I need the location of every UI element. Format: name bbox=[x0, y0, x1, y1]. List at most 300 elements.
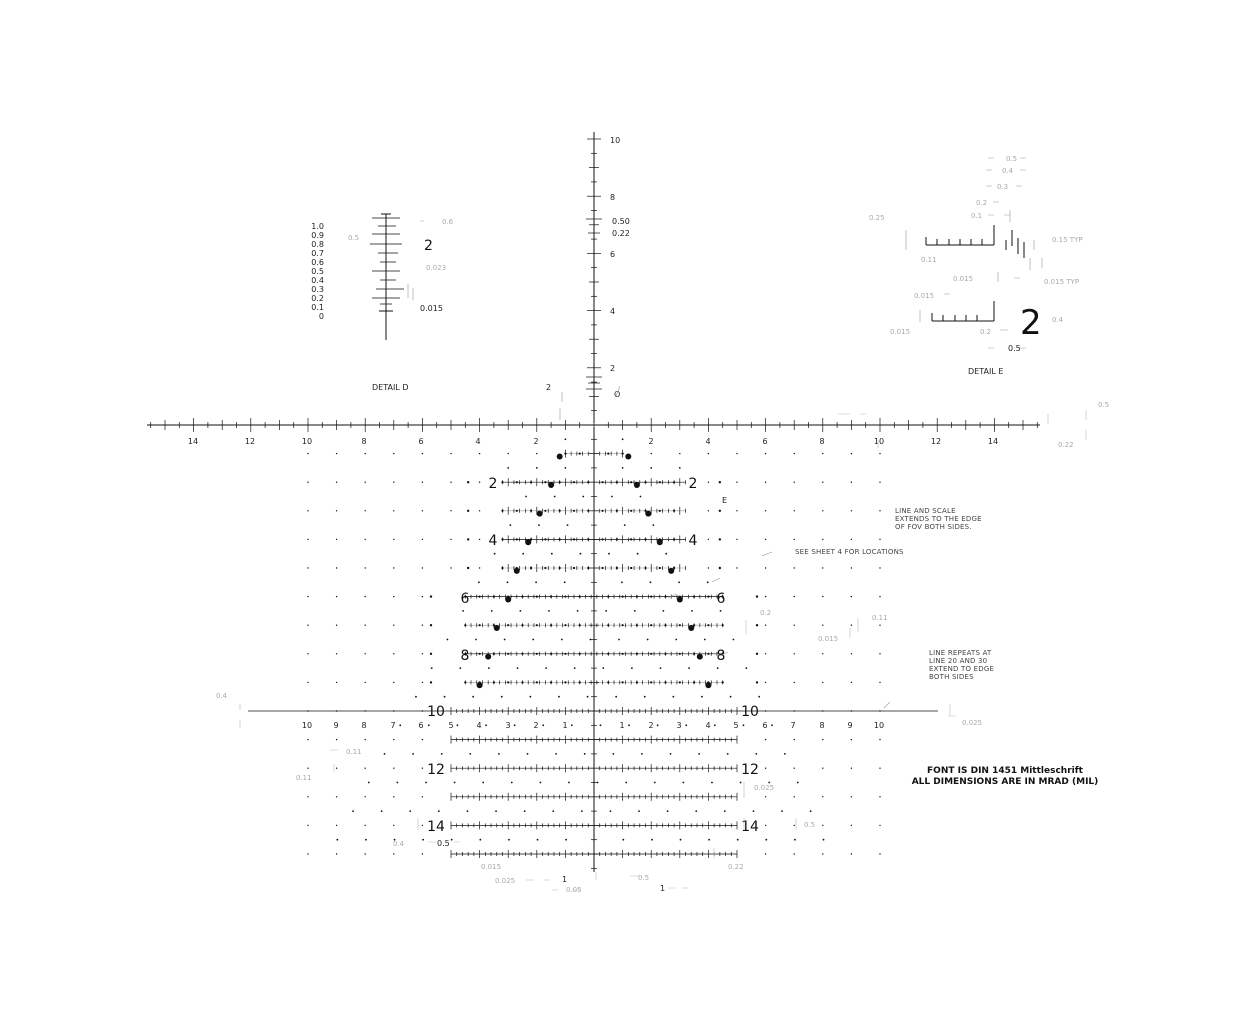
hold-subdot bbox=[607, 624, 609, 626]
hold-subdot bbox=[550, 681, 552, 683]
field-dot bbox=[422, 453, 423, 454]
windage-dot bbox=[524, 810, 526, 812]
field-dot bbox=[765, 653, 766, 654]
field-dot bbox=[422, 625, 423, 626]
windage-dot bbox=[582, 496, 584, 498]
boundary-dot bbox=[719, 567, 721, 569]
hold-subdot bbox=[544, 481, 546, 483]
windage-dot bbox=[624, 524, 626, 526]
windage-dot bbox=[399, 724, 401, 726]
hold-subdot bbox=[564, 653, 566, 655]
hold-subdot bbox=[650, 596, 652, 598]
field-dot bbox=[393, 539, 394, 540]
windage-dot bbox=[381, 810, 383, 812]
hold-subdot bbox=[622, 653, 624, 655]
field-dot bbox=[851, 482, 852, 483]
field-dot bbox=[822, 682, 823, 683]
windage-dot bbox=[532, 639, 534, 641]
windage-dot bbox=[755, 753, 757, 755]
field-dot bbox=[336, 596, 337, 597]
field-dot bbox=[879, 825, 880, 826]
field-dot bbox=[851, 596, 852, 597]
boundary-dot bbox=[719, 510, 721, 512]
hscale-label: 10 bbox=[301, 437, 313, 446]
hold-subdot bbox=[573, 481, 575, 483]
windage-dot bbox=[610, 810, 612, 812]
hold-dot-large bbox=[537, 511, 543, 517]
detail-e-dim: 0.015 bbox=[914, 292, 935, 300]
field-dot bbox=[479, 567, 480, 568]
hold-dot-large bbox=[485, 654, 491, 660]
field-dot bbox=[765, 567, 766, 568]
hold-subdot bbox=[530, 510, 532, 512]
line10-inner-label: 5 bbox=[448, 721, 454, 730]
vscale-label-8: 8 bbox=[610, 193, 616, 202]
windage-dot bbox=[568, 782, 570, 784]
windage-dot bbox=[628, 724, 630, 726]
windage-dot bbox=[679, 467, 681, 469]
field-dot bbox=[336, 710, 337, 711]
hold-subdot bbox=[579, 681, 581, 683]
line10-inner-label: 4 bbox=[705, 721, 711, 730]
hold-subdot bbox=[673, 481, 675, 483]
field-dot bbox=[336, 482, 337, 483]
windage-dot bbox=[611, 496, 613, 498]
field-dot bbox=[879, 453, 880, 454]
field-dot bbox=[307, 510, 308, 511]
font-note-line: FONT IS DIN 1451 Mittleschrift bbox=[927, 766, 1083, 776]
detail-e-numeral: 2 bbox=[1020, 303, 1042, 343]
windage-dot bbox=[564, 581, 566, 583]
field-dot bbox=[879, 739, 880, 740]
hold-subdot bbox=[479, 653, 481, 655]
field-dot bbox=[307, 539, 308, 540]
field-dot bbox=[794, 625, 795, 626]
hold-subdot bbox=[493, 681, 495, 683]
windage-dot bbox=[637, 553, 639, 555]
hscale-label: 6 bbox=[762, 437, 768, 446]
field-dot bbox=[336, 768, 337, 769]
detail-d-dim: 0.6 bbox=[442, 218, 454, 226]
hold-subdot bbox=[587, 510, 589, 512]
hold-subdot bbox=[559, 481, 561, 483]
field-dot bbox=[765, 739, 766, 740]
windage-dot bbox=[823, 839, 825, 841]
field-dot bbox=[336, 825, 337, 826]
windage-dot bbox=[508, 839, 510, 841]
hold-subdot bbox=[564, 596, 566, 598]
field-dot bbox=[794, 510, 795, 511]
hold-subdot bbox=[679, 681, 681, 683]
windage-dot bbox=[537, 839, 539, 841]
tree-row-label-right: 6 bbox=[716, 591, 726, 607]
vscale-label-10: 10 bbox=[610, 136, 621, 145]
vscale-detail-lower: 0.22 bbox=[612, 229, 630, 238]
detail-e-dim-top: 0.2 bbox=[976, 199, 988, 207]
hold-subdot bbox=[564, 624, 566, 626]
line10-outer-label: 10 bbox=[873, 721, 885, 730]
detail-e-upper-scale bbox=[926, 225, 994, 245]
windage-dot bbox=[650, 467, 652, 469]
hold-subdot bbox=[636, 653, 638, 655]
field-dot bbox=[851, 682, 852, 683]
detail-d-bars bbox=[370, 218, 404, 304]
detail-d-scale-values bbox=[311, 222, 324, 321]
windage-dot bbox=[396, 782, 398, 784]
field-dot bbox=[336, 539, 337, 540]
windage-dot bbox=[672, 696, 674, 698]
detail-e-dim-top: 0.3 bbox=[997, 183, 1009, 191]
windage-dot bbox=[454, 782, 456, 784]
windage-dot bbox=[745, 667, 747, 669]
windage-dot bbox=[612, 753, 614, 755]
windage-dot bbox=[597, 782, 599, 784]
field-dot bbox=[851, 710, 852, 711]
hold-subdot bbox=[636, 624, 638, 626]
boundary-dot bbox=[467, 510, 469, 512]
field-dot bbox=[822, 625, 823, 626]
hold-subdot bbox=[650, 653, 652, 655]
windage-dot bbox=[495, 810, 497, 812]
windage-dot bbox=[415, 696, 417, 698]
hold-subdot bbox=[579, 653, 581, 655]
tree-row-label-right: 14 bbox=[741, 819, 759, 835]
hscale-right-labels bbox=[648, 437, 998, 446]
windage-dot bbox=[451, 839, 453, 841]
windage-dot bbox=[717, 667, 719, 669]
hold-dot-large bbox=[625, 453, 631, 459]
hold-subdot bbox=[507, 681, 509, 683]
field-dot bbox=[450, 539, 451, 540]
line10-outer-label: 8 bbox=[819, 721, 825, 730]
tree-row-label-right: 2 bbox=[688, 476, 698, 492]
detail-d-value: 0 bbox=[318, 312, 324, 321]
hold-dot-large bbox=[505, 596, 511, 602]
note-line: LINE 20 AND 30 bbox=[929, 657, 988, 665]
see-sheet-note: SEE SHEET 4 FOR LOCATIONS bbox=[795, 548, 904, 556]
line10-outer-label: 7 bbox=[390, 721, 396, 730]
field-dot bbox=[422, 567, 423, 568]
windage-dot bbox=[654, 782, 656, 784]
hold-dot-large bbox=[677, 596, 683, 602]
hold-subdot bbox=[579, 453, 581, 455]
hold-label-o: O bbox=[614, 390, 621, 399]
hold-subdot bbox=[536, 653, 538, 655]
tree-dim: 0.22 bbox=[1058, 441, 1074, 449]
hold-subdot bbox=[622, 453, 624, 455]
field-dot bbox=[794, 482, 795, 483]
hold-subdot bbox=[559, 567, 561, 569]
hold-subdot bbox=[521, 681, 523, 683]
detail-d-post bbox=[379, 214, 393, 340]
tree-dim: 0.4 bbox=[393, 840, 405, 848]
hold-subdot bbox=[559, 538, 561, 540]
hold-subdot bbox=[544, 538, 546, 540]
hold-subdot bbox=[507, 653, 509, 655]
windage-dot bbox=[491, 610, 493, 612]
hold-subdot bbox=[722, 624, 724, 626]
hold-subdot bbox=[601, 510, 603, 512]
line10-inner-label: 3 bbox=[505, 721, 511, 730]
windage-dot bbox=[527, 753, 529, 755]
field-dot bbox=[336, 796, 337, 797]
field-dot bbox=[822, 768, 823, 769]
line10-inner-label: 1 bbox=[619, 721, 625, 730]
hold-subdot bbox=[693, 681, 695, 683]
field-dot bbox=[736, 453, 737, 454]
field-dot bbox=[822, 482, 823, 483]
windage-dot bbox=[539, 782, 541, 784]
detail-d-value: 0.7 bbox=[311, 249, 324, 258]
hold-subdot bbox=[607, 681, 609, 683]
detail-e-dim: 0.015 bbox=[953, 275, 974, 283]
detail-e-upper-ticks bbox=[1006, 230, 1024, 258]
field-dot bbox=[822, 596, 823, 597]
field-dot bbox=[393, 653, 394, 654]
windage-dot bbox=[758, 696, 760, 698]
field-dot bbox=[794, 710, 795, 711]
line10-inner-label: 2 bbox=[533, 721, 539, 730]
detail-d-value: 0.4 bbox=[311, 276, 324, 285]
field-dot bbox=[765, 625, 766, 626]
hold-subdot bbox=[479, 596, 481, 598]
windage-dot bbox=[501, 696, 503, 698]
field-dot bbox=[450, 453, 451, 454]
tree-dim: 0.025 bbox=[495, 877, 516, 885]
hold-subdot bbox=[573, 510, 575, 512]
field-dot bbox=[765, 482, 766, 483]
windage-dot bbox=[522, 553, 524, 555]
field-dot bbox=[450, 510, 451, 511]
windage-dot bbox=[698, 753, 700, 755]
windage-dot bbox=[542, 724, 544, 726]
field-dot bbox=[879, 853, 880, 854]
line10-outer-label: 9 bbox=[847, 721, 853, 730]
hold-dot-large bbox=[657, 539, 663, 545]
tree-row-label-right: 8 bbox=[716, 648, 726, 664]
hold-subdot bbox=[664, 624, 666, 626]
detail-e bbox=[869, 155, 1083, 376]
note-line: EXTEND TO EDGE bbox=[929, 665, 995, 673]
tree-row-label-left: 4 bbox=[488, 533, 498, 549]
line10-outer-label: 9 bbox=[333, 721, 339, 730]
field-dot bbox=[336, 682, 337, 683]
field-dot bbox=[851, 825, 852, 826]
windage-dot bbox=[538, 524, 540, 526]
windage-dot bbox=[551, 553, 553, 555]
hold-subdot bbox=[521, 653, 523, 655]
windage-dot bbox=[720, 610, 722, 612]
windage-dot bbox=[714, 724, 716, 726]
field-dot bbox=[879, 567, 880, 568]
vscale-label-2: 2 bbox=[610, 364, 616, 373]
field-dot bbox=[765, 539, 766, 540]
field-dot bbox=[851, 768, 852, 769]
tree-row-label-left: 2 bbox=[488, 476, 498, 492]
windage-dot bbox=[514, 724, 516, 726]
windage-dot bbox=[631, 667, 633, 669]
boundary-dot bbox=[430, 681, 432, 683]
detail-d-value: 0.3 bbox=[311, 285, 324, 294]
hold-dot-large bbox=[557, 453, 563, 459]
field-dot bbox=[708, 482, 709, 483]
hold-subdot bbox=[664, 596, 666, 598]
field-dot bbox=[794, 796, 795, 797]
hold-dot-large bbox=[477, 682, 483, 688]
hscale-label: 14 bbox=[187, 437, 199, 446]
hold-dot-large bbox=[688, 625, 694, 631]
windage-dot bbox=[753, 810, 755, 812]
field-dot bbox=[365, 482, 366, 483]
field-dot bbox=[822, 510, 823, 511]
field-dot bbox=[307, 482, 308, 483]
field-dot bbox=[365, 825, 366, 826]
field-dot bbox=[879, 653, 880, 654]
field-dot bbox=[307, 453, 308, 454]
windage-dot bbox=[529, 696, 531, 698]
tree-dim: 0.5 bbox=[1098, 401, 1110, 409]
windage-dot bbox=[650, 581, 652, 583]
windage-dot bbox=[441, 753, 443, 755]
field-dot bbox=[336, 653, 337, 654]
windage-dot bbox=[651, 839, 653, 841]
windage-dot bbox=[507, 467, 509, 469]
boundary-dot bbox=[756, 653, 758, 655]
boundary-dot bbox=[467, 481, 469, 483]
windage-dot bbox=[535, 581, 537, 583]
field-dot bbox=[422, 710, 423, 711]
field-dot bbox=[307, 596, 308, 597]
windage-dot bbox=[794, 839, 796, 841]
hscale-label: 12 bbox=[930, 437, 942, 446]
line10-outer-label: 6 bbox=[418, 721, 424, 730]
windage-dot bbox=[638, 810, 640, 812]
detail-e-dim: 0.4 bbox=[1052, 316, 1064, 324]
tree-row-label-right: 4 bbox=[688, 533, 698, 549]
field-dot bbox=[794, 825, 795, 826]
hold-subdot bbox=[707, 624, 709, 626]
field-dot bbox=[822, 853, 823, 854]
hscale-label: 2 bbox=[533, 437, 539, 446]
detail-e-dim: 0.015 TYP bbox=[1044, 278, 1080, 286]
field-dot bbox=[450, 482, 451, 483]
field-dot bbox=[307, 796, 308, 797]
windage-dot bbox=[622, 839, 624, 841]
field-dot bbox=[879, 625, 880, 626]
field-dot bbox=[708, 453, 709, 454]
field-dot bbox=[822, 825, 823, 826]
line10-inner-label: 3 bbox=[676, 721, 682, 730]
detail-d-value: 0.8 bbox=[311, 240, 324, 249]
windage-dot bbox=[469, 753, 471, 755]
windage-dot bbox=[688, 667, 690, 669]
hscale-left-labels bbox=[188, 437, 539, 446]
field-dot bbox=[307, 710, 308, 711]
windage-dot bbox=[482, 782, 484, 784]
field-dot bbox=[879, 510, 880, 511]
windage-dot bbox=[644, 696, 646, 698]
tree-dim: 0.11 bbox=[872, 614, 888, 622]
field-dot bbox=[393, 482, 394, 483]
note-line: BOTH SIDES bbox=[929, 673, 974, 681]
detail-d bbox=[311, 214, 453, 392]
windage-dot bbox=[602, 667, 604, 669]
field-dot bbox=[336, 567, 337, 568]
windage-dot bbox=[682, 782, 684, 784]
hold-dot-large bbox=[705, 682, 711, 688]
field-dot bbox=[794, 453, 795, 454]
windage-dot bbox=[467, 810, 469, 812]
field-dot bbox=[393, 739, 394, 740]
tree-row-label-left: 14 bbox=[427, 819, 445, 835]
windage-dot bbox=[444, 696, 446, 698]
windage-dot bbox=[730, 696, 732, 698]
field-dot bbox=[879, 482, 880, 483]
hold-subdot bbox=[544, 567, 546, 569]
hold-dot-large bbox=[514, 568, 520, 574]
hold-subdot bbox=[659, 481, 661, 483]
field-dot bbox=[422, 653, 423, 654]
field-dot bbox=[365, 710, 366, 711]
windage-dot bbox=[507, 581, 509, 583]
windage-dot bbox=[554, 496, 556, 498]
tree-dim: 0.015 bbox=[481, 863, 502, 871]
field-dot bbox=[307, 625, 308, 626]
hold-subdot bbox=[536, 596, 538, 598]
windage-dot bbox=[485, 724, 487, 726]
windage-dot bbox=[704, 639, 706, 641]
field-dot bbox=[479, 482, 480, 483]
windage-dot bbox=[743, 724, 745, 726]
field-dot bbox=[765, 853, 766, 854]
windage-dot bbox=[608, 553, 610, 555]
windage-dot bbox=[615, 696, 617, 698]
hold-subdot bbox=[521, 596, 523, 598]
field-dot bbox=[393, 453, 394, 454]
field-dot bbox=[879, 796, 880, 797]
field-dot bbox=[422, 682, 423, 683]
windage-dot bbox=[565, 467, 567, 469]
hold-subdot bbox=[587, 567, 589, 569]
field-dot bbox=[422, 596, 423, 597]
field-dot bbox=[822, 453, 823, 454]
hold-subdot bbox=[464, 681, 466, 683]
tree-row-label-right: 12 bbox=[741, 762, 759, 778]
boundary-dot bbox=[467, 538, 469, 540]
hold-subdot bbox=[644, 538, 646, 540]
hold-subdot bbox=[550, 653, 552, 655]
hold-subdot bbox=[636, 681, 638, 683]
field-dot bbox=[736, 510, 737, 511]
hold-dot-large bbox=[548, 482, 554, 488]
hold-subdot bbox=[707, 596, 709, 598]
windage-dot bbox=[472, 696, 474, 698]
field-dot bbox=[708, 510, 709, 511]
field-dot bbox=[794, 567, 795, 568]
line10-outer-label: 6 bbox=[762, 721, 768, 730]
detail-e-dim: 0.25 bbox=[869, 214, 885, 222]
windage-dot bbox=[647, 639, 649, 641]
windage-dot bbox=[680, 839, 682, 841]
hold-subdot bbox=[616, 510, 618, 512]
field-dot bbox=[393, 768, 394, 769]
hold-subdot bbox=[564, 453, 566, 455]
detail-e-dim: 0.015 bbox=[890, 328, 911, 336]
field-dot bbox=[851, 539, 852, 540]
hscale-label: 12 bbox=[244, 437, 256, 446]
detail-d-dim: 0.015 bbox=[420, 304, 443, 313]
tree-dim: 0.025 bbox=[754, 784, 775, 792]
